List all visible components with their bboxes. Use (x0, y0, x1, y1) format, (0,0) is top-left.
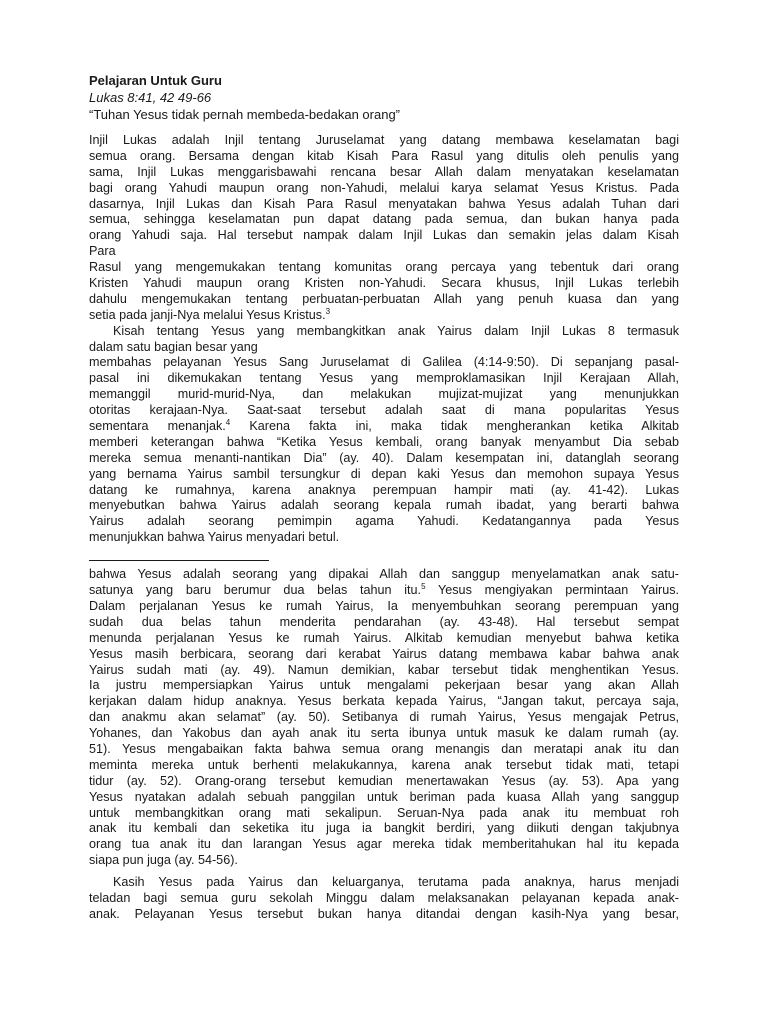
text-line: Kasih Yesus pada Yairus dan keluarganya, terutama pada anaknya, harus menjadi (113, 875, 679, 890)
footnote-marker: 3 (325, 307, 331, 316)
text-line: 51). Yesus mengabaikan fakta bahwa semua orang menangis dan meratapi anak itu dan (89, 741, 679, 756)
text-line: menunjukkan bahwa Yairus menyadari betul. (89, 530, 340, 545)
text-line: anak itu kembali dan seketika itu juga ia bangkit berdiri, yang diikuti dengan takjubnya (89, 821, 679, 836)
text-line: Yairus sudah mati (ay. 49). Namun demikian, kabar tersebut tidak menghentikan Yesus. (89, 662, 679, 677)
text-line: kerjakan dalam hidup anaknya. Yesus berkata kepada Yairus, “Jangan takut, percaya saja, (89, 694, 679, 709)
text-line (89, 308, 679, 324)
text-line: dasarnya, Injil Lukas dan Kisah Para Rasul menyatakan bahwa Yesus adalah Tuhan dari (89, 196, 679, 211)
text-line: sama, Injil Lukas menggarisbawahi rencana besar Allah dalam menyatakan keselamatan (89, 164, 679, 179)
text-line: dalam satu bagian besar yang (89, 339, 258, 354)
text-line: dahulu mengemukakan tentang perbuatan-perbuatan Allah yang penuh kuasa dan yang (89, 291, 679, 306)
text-line: Injil Lukas adalah Injil tentang Juruselamat yang datang membawa keselamatan bagi (89, 133, 679, 147)
scripture-reference: Lukas 8:41, 42 49-66 (89, 90, 212, 105)
text-line: Yesus masih berbicara, seorang dari kerabat Yairus datang membawa kabar bahwa anak (89, 646, 679, 661)
text-fragment: Yesus mengiyakan permintaan Yairus. (425, 583, 679, 598)
text-line: Dalam perjalanan Yesus ke rumah Yairus, Ia menyembuhkan seorang perempuan yang (89, 598, 679, 613)
text-line: bahwa Yesus adalah seorang yang dipakai Allah dan sanggup menyelamatkan anak satu- (89, 567, 679, 582)
text-line: menunda perjalanan Yesus ke rumah Yairus. Alkitab kemudian menyebut bahwa ketika (89, 630, 679, 645)
text-line: teladan bagi semua guru sekolah Minggu dalam melaksanakan pelayanan kepada anak- (89, 890, 679, 905)
text-line: membahas pelayanan Yesus Sang Juruselamat di Galilea (4:14-9:50). Di sepanjang pasal- (89, 355, 679, 370)
text-line: Ia justru mempersiapkan Yairus untuk mengalami pekerjaan besar yang akan Allah (89, 678, 679, 693)
text-line: Para (89, 244, 116, 259)
text-line (89, 419, 679, 435)
text-fragment: Karena fakta ini, maka tidak mengherankan ketika Alkitab (230, 419, 679, 434)
text-line: dan anakmu akan selamat” (ay. 50). Setibanya di rumah Yairus, Yesus mengajak Petrus, (89, 710, 679, 725)
text-line: meminta mereka untuk berhenti melakukannya, karena anak tersebut tidak mati, tetapi (89, 757, 679, 772)
text-line: anak. Pelayanan Yesus tersebut bukan hanya ditandai dengan kasih-Nya yang besar, (89, 906, 679, 921)
text-line: memberi keterangan bahwa “Ketika Yesus kembali, orang banyak menyambut Dia sebab (89, 434, 679, 449)
paragraph-3 (89, 567, 679, 869)
text-fragment: sementara menanjak. (89, 419, 226, 434)
text-line (89, 583, 679, 599)
text-line: Kristen Yahudi maupun orang Kristen non-Yahudi. Secara khusus, Injil Lukas terlebih (89, 276, 679, 291)
footnote-marker: 4 (225, 419, 231, 428)
lesson-tagline: “Tuhan Yesus tidak pernah membeda-bedakan orang” (89, 107, 401, 122)
text-line: semua orang. Bersama dengan kitab Kisah Para Rasul yang ditulis oleh penulis yang (89, 148, 679, 163)
text-line: Yairus adalah seorang pemimpin agama Yahudi. Kedatangannya pada Yesus (89, 514, 679, 529)
text-fragment: satunya yang baru berumur dua belas tahun itu. (89, 583, 422, 598)
text-line: Kisah tentang Yesus yang membangkitkan anak Yairus dalam Injil Lukas 8 termasuk (113, 323, 679, 338)
text-line: pasal ini dikemukakan tentang Yesus yang memproklamasikan Injil Kerajaan Allah, (89, 371, 679, 386)
footnote-separator (89, 560, 269, 561)
text-line: bagi orang Yahudi maupun orang non-Yahudi, melalui karya selamat Yesus Kristus. Pada (89, 180, 679, 195)
text-line: orang tua anak itu dan larangan Yesus agar mereka tidak memberitahukan hal itu kepada (89, 837, 679, 852)
text-line: mereka semua menanti-nantikan Dia” (ay. 40). Dalam kesempatan ini, datanglah seorang (89, 450, 679, 465)
text-line: sudah dua belas tahun menderita pendarahan (ay. 43-48). Hal tersebut sempat (89, 614, 679, 629)
text-fragment: setia pada janji-Nya melalui Yesus Kristus. (89, 307, 326, 322)
text-line: untuk membangkitkan orang mati sekalipun. Seruan-Nya pada anak itu membuat roh (89, 805, 679, 820)
paragraph-4 (89, 875, 679, 923)
text-line: menyebutkan bahwa Yairus adalah seorang kepala rumah ibadat, yang berarti bahwa (89, 498, 679, 513)
document-page (89, 72, 679, 923)
lesson-title: Pelajaran Untuk Guru (89, 73, 222, 88)
text-line: datang ke rumahnya, karena anaknya perempuan hampir mati (ay. 41-42). Lukas (89, 482, 679, 497)
text-line: semua, sehingga keselamatan pun dapat datang pada semua, dan bukan hanya pada (89, 212, 679, 227)
text-line: Yohanes, dan Yakobus dan ayah anak itu serta ibunya untuk masuk ke dalam rumah (ay. (89, 726, 679, 741)
paragraph-1 (89, 133, 679, 324)
text-line: otoritas kerajaan-Nya. Saat-saat tersebut adalah saat di mana popularitas Yesus (89, 403, 679, 418)
text-line: yang bernama Yairus sambil tersungkur di depan kaki Yesus dan memohon supaya Yesus (89, 466, 679, 481)
paragraph-2 (89, 324, 679, 546)
text-line: Rasul yang mengemukakan tentang komunitas orang percaya yang tebentuk dari orang (89, 260, 679, 275)
footnote-marker: 5 (421, 583, 426, 592)
text-line: siapa pun juga (ay. 54-56). (89, 853, 238, 868)
text-line: tidur (ay. 52). Orang-orang tersebut kemudian menertawakan Yesus (ay. 53). Apa yang (89, 773, 679, 788)
text-line: Yesus nyatakan adalah sebuah panggilan untuk beriman pada kuasa Allah yang sanggup (89, 789, 679, 804)
text-line: memanggil murid-murid-Nya, dan melakukan mujizat-mujizat yang menunjukkan (89, 387, 679, 402)
text-line: orang Yahudi saja. Hal tersebut nampak dalam Injil Lukas dan semakin jelas dalam Kisah (89, 228, 679, 243)
